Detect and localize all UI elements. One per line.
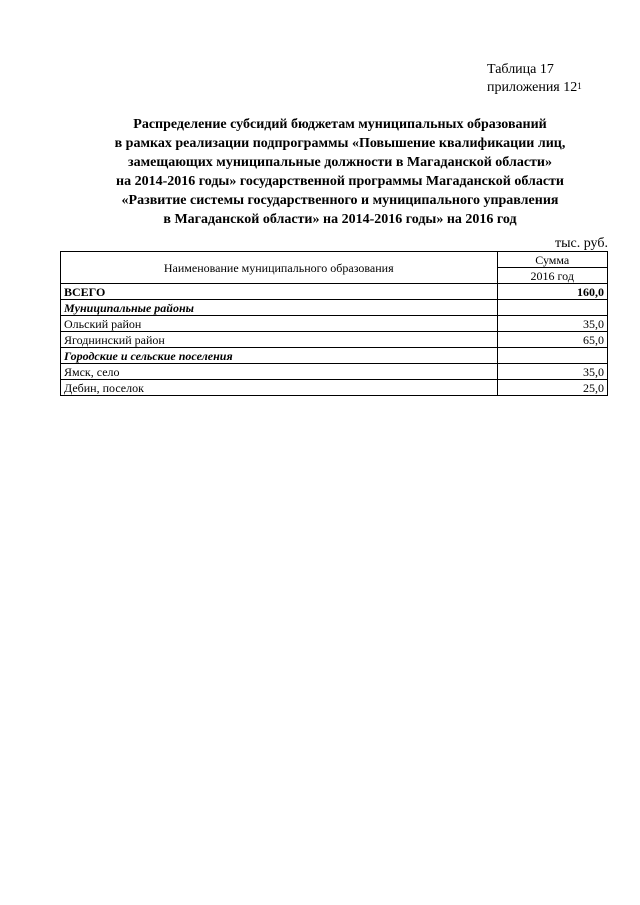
section-row <box>61 300 608 316</box>
title-line: Распределение субсидий бюджетам муниципальных образований <box>133 117 547 132</box>
row-name: Ягоднинский район <box>61 332 498 348</box>
column-header-name: Наименование муниципального образования <box>61 252 498 284</box>
title-line: в рамках реализации подпрограммы «Повышение квалификации лиц, <box>114 136 566 151</box>
table-number-label: Таблица 17 <box>487 62 554 77</box>
title-line: «Развитие системы государственного и муниципального управления <box>121 193 559 208</box>
title-line: в Магаданской области» на 2014-2016 годы» на 2016 год <box>163 212 517 227</box>
table-row <box>61 316 608 332</box>
appendix-text: приложения 12 <box>487 80 578 95</box>
row-name: Дебин, поселок <box>61 380 498 396</box>
row-value: 35,0 <box>497 364 608 380</box>
section-value-empty <box>497 300 608 316</box>
table-reference <box>487 61 582 97</box>
row-name: Ямск, село <box>61 364 498 380</box>
column-subheader-year: 2016 год <box>497 268 608 284</box>
total-row <box>61 284 608 300</box>
row-value: 25,0 <box>497 380 608 396</box>
row-value: 35,0 <box>497 316 608 332</box>
document-title <box>40 115 640 229</box>
section-row <box>61 348 608 364</box>
total-label: ВСЕГО <box>61 284 498 300</box>
table-header-row <box>61 252 608 268</box>
column-header-sum: Сумма <box>497 252 608 268</box>
table-row <box>61 364 608 380</box>
section-value-empty <box>497 348 608 364</box>
appendix-label <box>487 79 582 97</box>
section-label: Городские и сельские поселения <box>61 348 498 364</box>
row-value: 65,0 <box>497 332 608 348</box>
total-value: 160,0 <box>497 284 608 300</box>
row-name: Ольский район <box>61 316 498 332</box>
title-line: на 2014-2016 годы» государственной программы Магаданской области <box>116 174 564 189</box>
section-label: Муниципальные районы <box>61 300 498 316</box>
table-row <box>61 332 608 348</box>
subsidy-table <box>60 251 608 396</box>
appendix-superscript: 1 <box>577 81 582 91</box>
title-line: замещающих муниципальные должности в Магаданской области» <box>128 155 552 170</box>
table-row <box>61 380 608 396</box>
units-label: тыс. руб. <box>555 236 608 251</box>
